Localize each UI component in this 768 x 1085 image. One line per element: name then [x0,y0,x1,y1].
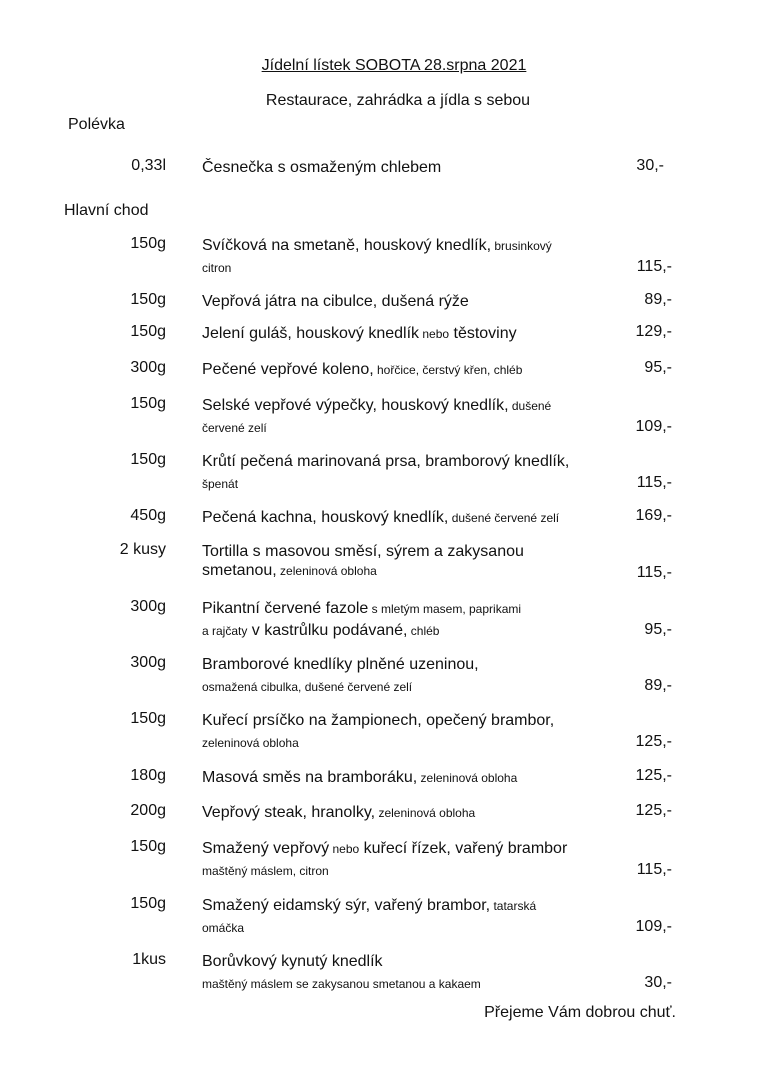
item-name-note: hořčice, čerstvý křen, chléb [373,363,523,377]
item-qty: 1kus [132,951,166,968]
item-qty: 200g [130,802,166,819]
item-name [202,451,622,472]
item-description-text: osmažená cibulka, dušené červené zelí [202,680,413,694]
item-qty: 150g [130,895,166,912]
item-price: 30,- [644,974,672,991]
item-qty: 300g [130,654,166,671]
item-name [202,802,622,824]
item-name [202,895,622,917]
item-name-main: Krůtí pečená marinovaná prsa, bramborový knedlík, [202,453,570,470]
item-price: 115,- [636,258,672,275]
item-description-text: zeleninová obloha [202,736,299,750]
item-name-main-after: kuřecí řízek, vařený brambor [359,840,568,857]
item-name-main: Pečená kachna, houskový knedlík, [202,509,449,526]
item-description [202,862,622,880]
item-name [202,654,622,675]
item-price: 129,- [635,323,672,340]
section-main: Hlavní chod [64,202,149,219]
item-name-note: dušené červené zelí [448,511,560,525]
item-name-main: Pečené vepřové koleno, [202,361,374,378]
item-qty: 150g [130,395,166,412]
item-name-main: Selské vepřové výpečky, houskový knedlík, [202,397,509,414]
menu-subtitle: Restaurace, zahrádka a jídla s sebou [265,92,531,109]
item-price: 109,- [635,418,672,435]
item-name [202,541,622,562]
item-name-main: Smažený eidamský sýr, vařený brambor, [202,897,491,914]
item-name-note: brusinkový [491,239,552,253]
menu-title: Jídelní lístek SOBOTA 28.srpna 2021 [261,57,527,74]
item-name-main: Vepřový steak, hranolky, [202,804,376,821]
item-name-note: zeleninová obloha [417,771,518,785]
item-qty: 150g [130,710,166,727]
item-name-main: Borůvkový kynutý knedlík [202,953,383,970]
item-description-text-after: chléb [407,624,440,638]
item-description [202,475,622,493]
item-name-main: Tortilla s masovou směsí, sýrem a zakysanou [202,543,524,560]
item-description [202,259,622,277]
item-qty: 2 kusy [119,541,166,558]
item-name-main: Vepřová játra na cibulce, dušená rýže [202,293,469,310]
item-description-text: citron [202,261,232,275]
item-description-text: omáčka [202,921,245,935]
item-name-main: Jelení guláš, houskový knedlík [202,325,420,342]
item-qty: 150g [130,451,166,468]
item-name-main: Bramborové knedlíky plněné uzeninou, [202,656,479,673]
item-description-main-after: v kastrůlku podávané, [247,622,408,639]
item-price: 89,- [644,291,672,308]
item-description-text: maštěný máslem se zakysanou smetanou a kakaem [202,977,481,991]
item-price: 125,- [635,733,672,750]
section-soup: Polévka [68,116,125,133]
item-name-note: s mletým masem, paprikami [368,602,522,616]
item-description [202,678,622,696]
item-name [202,235,622,257]
item-name-note: nebo [329,842,360,856]
item-name [202,951,622,972]
item-name [202,838,622,860]
item-price: 169,- [635,507,672,524]
item-name [202,507,622,529]
item-price: 125,- [635,802,672,819]
item-name-main: Pikantní červené fazole [202,600,369,617]
item-price: 95,- [644,621,672,638]
item-description-text: červené zelí [202,421,267,435]
item-name-note: zeleninová obloha [375,806,476,820]
item-price: 115,- [636,861,672,878]
item-price: 115,- [636,474,672,491]
item-name-main: Svíčková na smetaně, houskový knedlík, [202,237,492,254]
item-price: 95,- [644,359,672,376]
item-description-main: smetanou, [202,562,277,579]
item-name [202,395,622,417]
item-description [202,562,622,580]
item-description-text: špenát [202,477,239,491]
item-description [202,975,622,993]
closing-message: Přejeme Vám dobrou chuť. [484,1004,676,1021]
item-name-main: Kuřecí prsíčko na žampionech, opečený brambor, [202,712,555,729]
item-description-text: a rajčaty [202,624,248,638]
item-name: Česnečka s osmaženým chlebem [202,159,442,176]
item-qty: 150g [130,838,166,855]
item-qty: 0,33l [131,157,166,174]
item-name-main: Smažený vepřový [202,840,330,857]
item-name [202,598,622,620]
item-description [202,919,622,937]
item-qty: 150g [130,235,166,252]
item-name [202,291,622,312]
item-qty: 150g [130,291,166,308]
item-name-main-after: těstoviny [449,325,517,342]
item-description [202,419,622,437]
item-price: 109,- [635,918,672,935]
item-description-text: zeleninová obloha [276,564,377,578]
item-qty: 150g [130,323,166,340]
item-name [202,359,622,381]
item-price: 30,- [636,157,664,174]
item-price: 89,- [644,677,672,694]
item-description [202,622,622,640]
item-qty: 300g [130,598,166,615]
item-name-main: Masová směs na bramboráku, [202,769,418,786]
item-name [202,767,622,789]
item-price: 125,- [635,767,672,784]
item-name-note: tatarská [490,899,537,913]
item-name [202,323,622,345]
item-qty: 180g [130,767,166,784]
item-name-note: dušené [508,399,552,413]
item-price: 115,- [636,564,672,581]
item-name [202,710,622,731]
item-description [202,734,622,752]
item-description-text: maštěný máslem, citron [202,864,329,878]
item-name-note: nebo [419,327,450,341]
item-qty: 300g [130,359,166,376]
item-qty: 450g [130,507,166,524]
